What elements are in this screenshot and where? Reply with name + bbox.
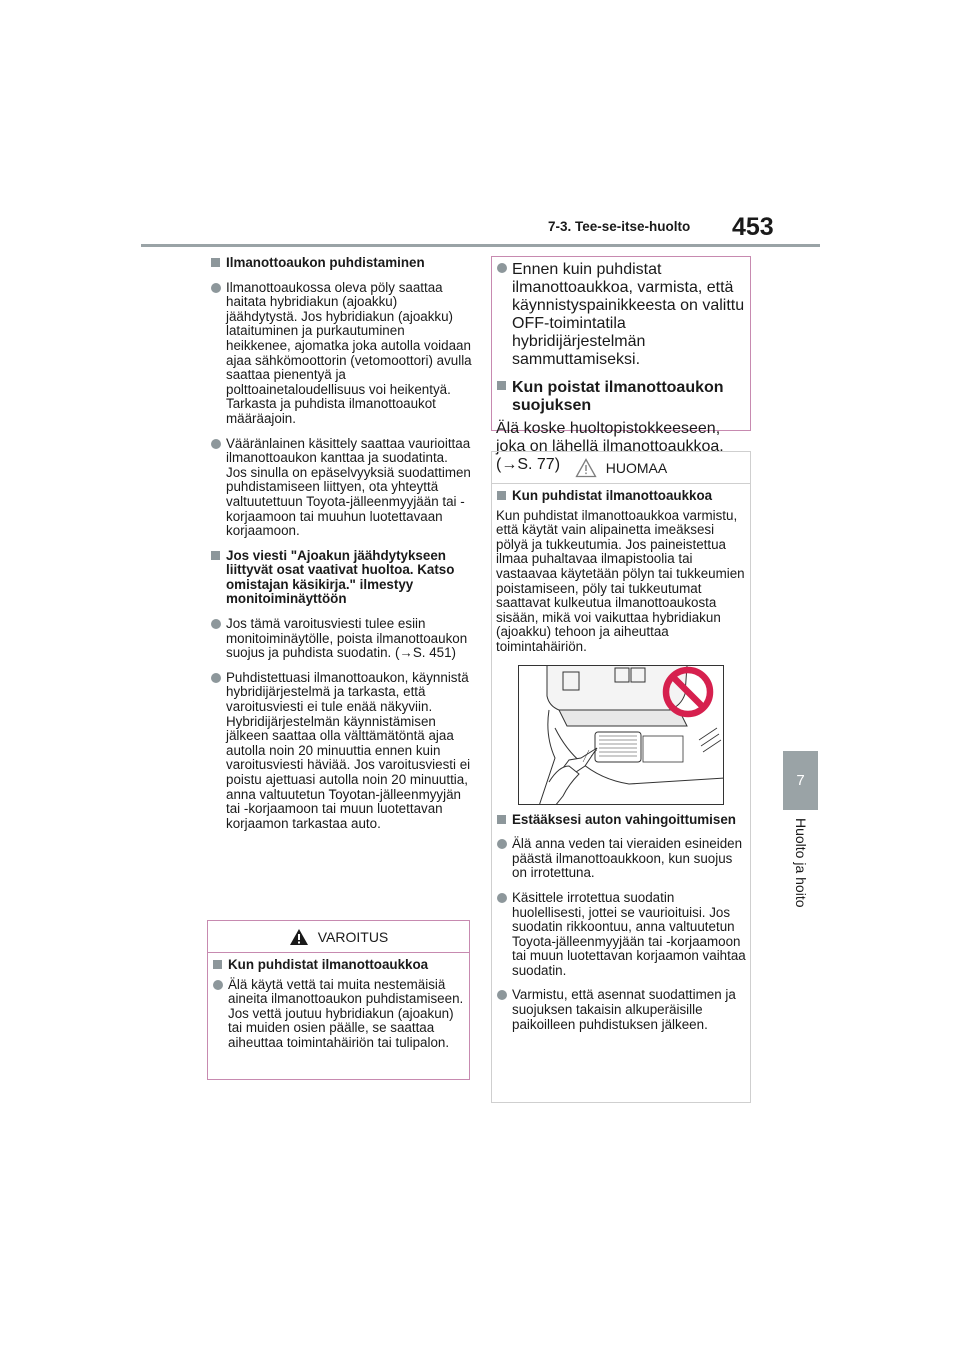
- circle-bullet-icon: [497, 839, 507, 849]
- prohibited-air-gun-illustration: [518, 665, 724, 805]
- square-bullet-icon: [497, 381, 506, 390]
- list-item: Älä anna veden tai vieraiden esineiden päästä ilmanottoaukkoon, kun suojus on irrotettuna.: [496, 837, 746, 881]
- warning-box: [207, 920, 470, 1080]
- remove-cover-text: Älä koske huoltopistokkeeseen, joka on lähellä ilmanottoaukkoa. (→S. 77): [496, 420, 724, 473]
- list-item: Käsittele irrotettua suodatin huolellisesti, jottei se vaurioituisi. Jos suodatin rikkoontuu, anna valtuutetun Toyota-jälleenmyyjään tai -korjaamoon tai muun luotettavan korjaamon vaihtaa suodatin.: [496, 891, 746, 979]
- heading-remove-cover: Kun poistat ilmanottoaukon suojuksen: [496, 379, 746, 415]
- chapter-tab: 7: [783, 751, 818, 810]
- circle-bullet-icon: [211, 439, 221, 449]
- list-item: Jos tämä varoitusviesti tulee esiin monitoiminäytölle, poista ilmanottoaukon suojus ja puhdista suodatin. (→S. 451): [210, 617, 472, 661]
- circle-bullet-icon: [211, 283, 221, 293]
- circle-bullet-icon: [497, 990, 507, 1000]
- notice-box-title: HUOMAA: [605, 459, 668, 476]
- circle-bullet-icon: [211, 673, 221, 683]
- notice-box: [491, 451, 751, 1103]
- left-column: [210, 256, 472, 836]
- warning-triangle-icon: [289, 928, 309, 946]
- square-bullet-icon: [213, 960, 222, 969]
- circle-bullet-icon: [211, 619, 221, 629]
- list-item: Vääränlainen käsittely saattaa vaurioittaa ilmanottoaukon kanttaa ja suodatinta. Jos sinulla on epäselvyyksiä suodattimen puhdistamiseen liittyen, ota yhteyttä valtuutettuun Toyota-jälleenmyyjään tai -korjaamoon tai muuhun luotettavaan korjaamoon.: [210, 437, 472, 539]
- circle-bullet-icon: [497, 893, 507, 903]
- list-item: Puhdistettuasi ilmanottoaukon, käynnistä hybridijärjestelmä ja tarkasta, että varoitusviesti ei tule enää näkyviin. Hybridijärjestelmän käynnistämisen jälkeen saattaa olla välttämätöntä ajaa autolla noin 20 minuuttia ennen kuin varoitusviesti häviää. Jos varoitusviesti ei poistu ajettuasi autolla noin 20 minuuttia, anna valtuutetun Toyotan-jälleenmyyjän tai -korjaamoon tai muun luotettavan korjaamon tarkastaa auto.: [210, 671, 472, 832]
- list-item: Varmistu, että asennat suodattimen ja suojuksen takaisin alkuperäisille paikoilleen puhdistuksen jälkeen.: [496, 988, 746, 1032]
- notice-cleaning-text: Kun puhdistat ilmanottoaukkoa varmistu, että käytät vain alipainetta imeäksesi pölyä ja tukkeutumia. Jos paineistettua ilmaa puhaltavaa ilmapistoolia tai vastaavaa käytetään pölyn tai tukkeumien poistamiseen, pöly tai tukkeutumat saattavat kulkeutua ilmanottoaukosta sisään, mikä voi vaikuttaa hybridiakun (ajoakku) tehoon ja aiheuttaa toimintahäiriön.: [496, 507, 745, 654]
- square-bullet-icon: [497, 491, 506, 500]
- list-item: Ennen kuin puhdistat ilmanottoaukkoa, varmista, että käynnistyspainikkeesta on valittu OFF-toimintatila hybridijärjestelmän sammuttamiseksi.: [496, 261, 746, 369]
- square-bullet-icon: [497, 815, 506, 824]
- square-bullet-icon: [211, 258, 220, 267]
- list-item: Älä käytä vettä tai muita nestemäisiä aineita ilmanottoaukon puhdistamiseen. Jos vettä joutuu hybridiakun (ajoakun) tai muiden osien päälle, se saattaa aiheuttaa toimintahäiriön tai tulipalon.: [212, 978, 465, 1051]
- circle-bullet-icon: [213, 980, 223, 990]
- notice-heading-damage: Estääksesi auton vahingoittumisen: [496, 813, 746, 828]
- warning-box-header: [208, 921, 469, 953]
- chapter-title: Huolto ja hoito: [793, 818, 809, 908]
- list-item: Ilmanottoaukossa oleva pöly saattaa haitata hybridiakun (ajoakku) jäähdytystä. Jos hybridiakun (ajoakku) lataituminen ja purkautuminen heikkenee, ajomatka joka autolla voidaan ajaa sähkömoottorin (vetomoottori) avulla saattaa pienentyä ja polttoainetaloudellisuus voi heikentyä. Tarkasta ja puhdista ilmanottoaukot määräajoin.: [210, 281, 472, 427]
- notice-triangle-icon: [575, 458, 597, 478]
- warning-heading: Kun puhdistat ilmanottoaukkoa: [212, 958, 465, 973]
- section-title: 7-3. Tee-se-itse-huolto: [548, 219, 691, 234]
- square-bullet-icon: [211, 551, 220, 560]
- heading-air-intake-cleaning: Ilmanottoaukon puhdistaminen: [210, 256, 472, 271]
- heading-warning-message: Jos viesti "Ajoakun jäähdytykseen liittyvät osat vaativat huoltoa. Katso omistajan käsikirja." ilmestyy monitoiminäyttöön: [210, 549, 472, 607]
- notice-box-header: [492, 452, 750, 484]
- header-rule: [141, 244, 820, 247]
- notice-heading-cleaning: Kun puhdistat ilmanottoaukkoa: [496, 489, 746, 504]
- page-number: 453: [732, 213, 774, 241]
- warning-box-title: VAROITUS: [317, 928, 389, 945]
- circle-bullet-icon: [497, 263, 507, 273]
